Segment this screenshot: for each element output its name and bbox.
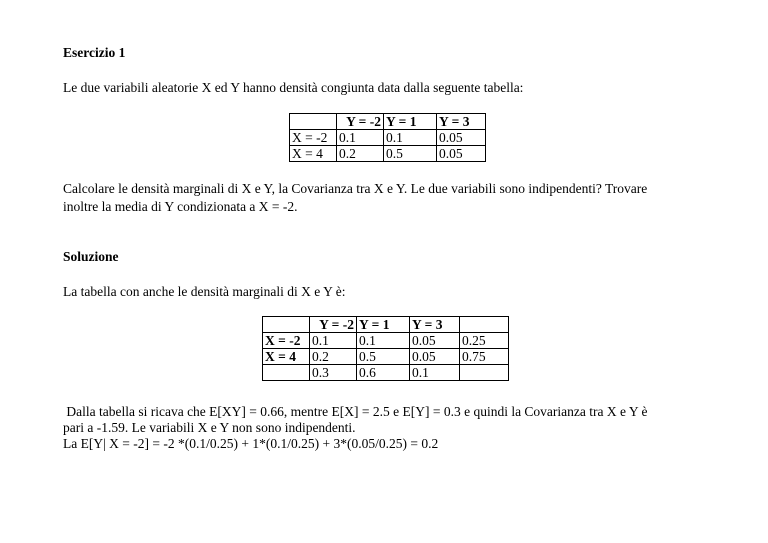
row-header bbox=[263, 365, 310, 381]
table-header-row bbox=[263, 317, 509, 333]
column-header bbox=[460, 317, 509, 333]
row-header: X = 4 bbox=[263, 349, 310, 365]
table-cell: 0.5 bbox=[384, 146, 437, 162]
table-cell: 0.2 bbox=[337, 146, 384, 162]
row-header: X = 4 bbox=[290, 146, 337, 162]
table-cell: 0.05 bbox=[410, 349, 460, 365]
result-line-2: pari a -1.59. Le variabili X e Y non sono indipendenti. bbox=[63, 420, 356, 435]
table-cell: 0.1 bbox=[337, 130, 384, 146]
exercise-title: Esercizio 1 bbox=[63, 45, 126, 60]
table-header-row bbox=[290, 114, 486, 130]
table-cell: 0.05 bbox=[437, 130, 486, 146]
column-header: Y = -2 bbox=[337, 114, 384, 130]
solution-intro: La tabella con anche le densità marginali di X e Y è: bbox=[63, 284, 346, 299]
table-row bbox=[263, 349, 509, 365]
marginal-density-table bbox=[262, 316, 509, 381]
result-line-3: La E[Y| X = -2] = -2 *(0.1/0.25) + 1*(0.1/0.25) + 3*(0.05/0.25) = 0.2 bbox=[63, 436, 439, 451]
column-header: Y = 3 bbox=[437, 114, 486, 130]
table-cell: 0.2 bbox=[310, 349, 357, 365]
column-header: Y = 1 bbox=[357, 317, 410, 333]
row-header: X = -2 bbox=[263, 333, 310, 349]
marginal-y-row bbox=[263, 365, 509, 381]
table-row bbox=[290, 146, 486, 162]
table-row bbox=[263, 333, 509, 349]
table-cell: 0.05 bbox=[410, 333, 460, 349]
table-cell: 0.1 bbox=[310, 333, 357, 349]
row-header: X = -2 bbox=[290, 130, 337, 146]
table-cell: 0.1 bbox=[384, 130, 437, 146]
column-header: Y = 1 bbox=[384, 114, 437, 130]
question-line-2: inoltre la media di Y condizionata a X = -2. bbox=[63, 199, 298, 214]
question-line-1: Calcolare le densità marginali di X e Y, la Covarianza tra X e Y. Le due variabili sono indipendenti? Trovare bbox=[63, 181, 648, 196]
solution-title: Soluzione bbox=[63, 249, 119, 264]
table-cell: 0.1 bbox=[357, 333, 410, 349]
column-header: Y = 3 bbox=[410, 317, 460, 333]
intro-paragraph: Le due variabili aleatorie X ed Y hanno densità congiunta data dalla seguente tabella: bbox=[63, 80, 524, 95]
marginal-x-cell: 0.75 bbox=[460, 349, 509, 365]
column-header: Y = -2 bbox=[310, 317, 357, 333]
table-corner-cell bbox=[290, 114, 337, 130]
marginal-y-cell: 0.3 bbox=[310, 365, 357, 381]
marginal-x-cell: 0.25 bbox=[460, 333, 509, 349]
table-corner-cell bbox=[263, 317, 310, 333]
table-cell: 0.5 bbox=[357, 349, 410, 365]
marginal-y-cell: 0.6 bbox=[357, 365, 410, 381]
table-row bbox=[290, 130, 486, 146]
table-cell: 0.05 bbox=[437, 146, 486, 162]
result-line-1: Dalla tabella si ricava che E[XY] = 0.66, mentre E[X] = 2.5 e E[Y] = 0.3 e quindi la Covarianza tra X e Y è bbox=[63, 404, 648, 419]
joint-density-table bbox=[289, 113, 486, 162]
table-cell bbox=[460, 365, 509, 381]
marginal-y-cell: 0.1 bbox=[410, 365, 460, 381]
